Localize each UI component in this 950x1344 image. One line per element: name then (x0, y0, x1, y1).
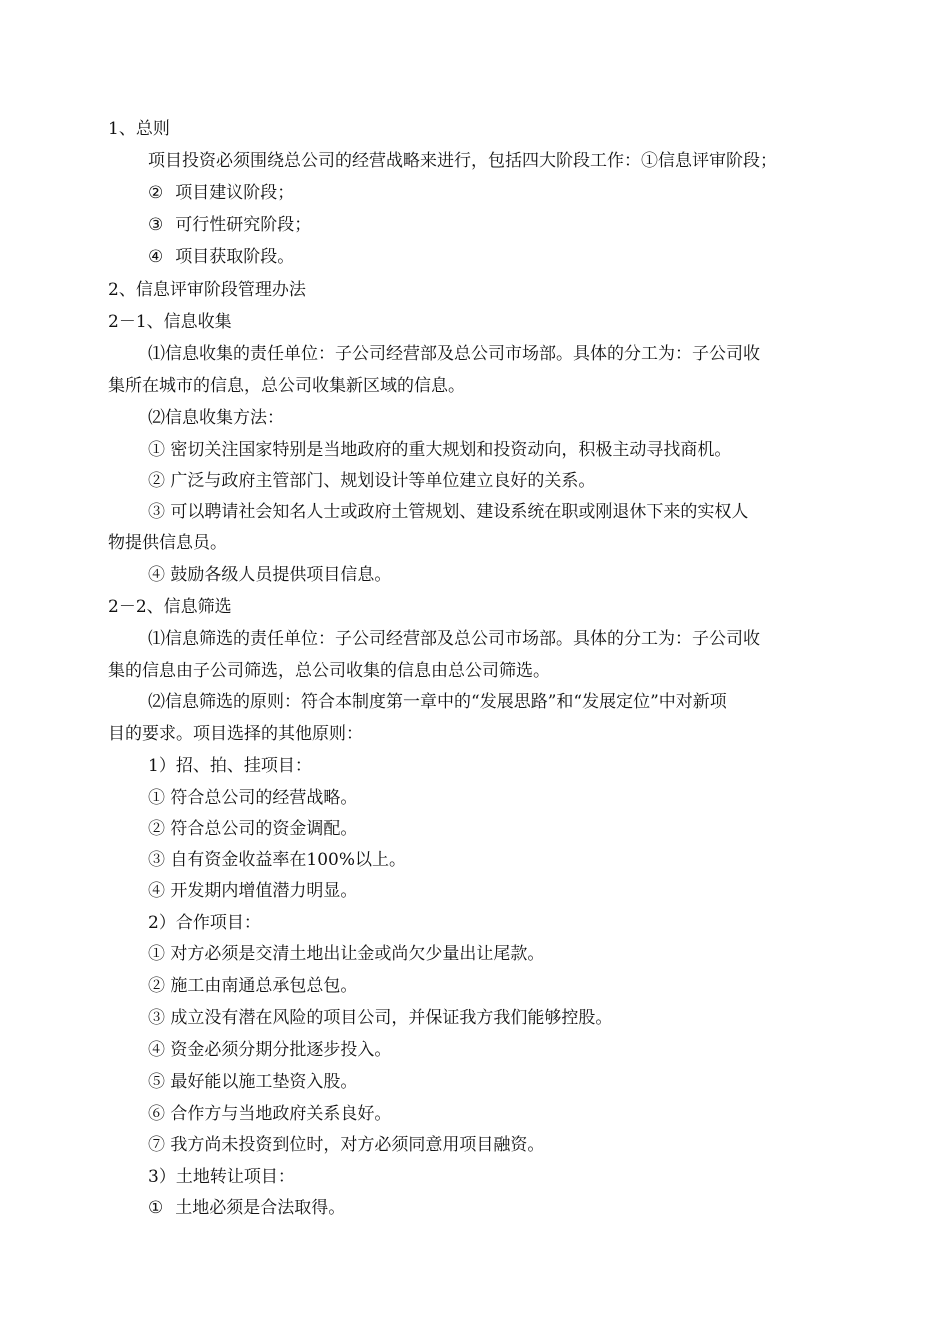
list-item: ② 广泛与政府主管部门、规划设计等单位建立良好的关系。 (148, 471, 596, 491)
paragraph-line: 集所在城市的信息，总公司收集新区域的信息。 (108, 376, 465, 396)
list-item-continuation: 物提供信息员。 (108, 533, 227, 553)
list-item (148, 1196, 345, 1220)
section-2-2-heading: 2－2、信息筛选 (108, 597, 232, 617)
list-item: ③ 成立没有潜在风险的项目公司，并保证我方我们能够控股。 (148, 1008, 613, 1028)
stage-number: ③ (148, 215, 164, 235)
stage-item (148, 245, 294, 269)
paragraph-line: ⑴信息筛选的责任单位：子公司经营部及总公司市场部。具体的分工为：子公司收 (148, 629, 760, 649)
subsection-title: 1）招、拍、挂项目： (148, 756, 312, 776)
list-number: ① (148, 1198, 164, 1218)
stage-text: 项目获取阶段。 (175, 247, 295, 267)
section-1-heading: 1、总则 (108, 119, 170, 139)
section-2-heading: 2、信息评审阶段管理办法 (108, 280, 306, 300)
list-item: ③ 自有资金收益率在100%以上。 (148, 850, 407, 870)
stage-item (148, 213, 311, 237)
list-item: ① 对方必须是交清土地出让金或尚欠少量出让尾款。 (148, 944, 545, 964)
stage-text: 项目建议阶段； (175, 183, 295, 203)
subsection-title: 2）合作项目： (148, 913, 261, 933)
section-1-intro: 项目投资必须围绕总公司的经营战略来进行，包括四大阶段工作：①信息评审阶段； (148, 151, 777, 171)
stage-number: ④ (148, 247, 164, 267)
list-item: ⑥ 合作方与当地政府关系良好。 (148, 1104, 392, 1124)
list-item: ③ 可以聘请社会知名人士或政府土管规划、建设系统在职或刚退休下来的实权人 (148, 502, 749, 522)
stage-item (148, 181, 294, 205)
list-item: ② 符合总公司的资金调配。 (148, 819, 358, 839)
stage-number: ② (148, 183, 164, 203)
list-item: ④ 资金必须分期分批逐步投入。 (148, 1040, 392, 1060)
paragraph-line: 目的要求。项目选择的其他原则： (108, 724, 363, 744)
stage-text: 可行性研究阶段； (175, 215, 312, 235)
section-2-1-heading: 2－1、信息收集 (108, 312, 232, 332)
paragraph-line: ⑴信息收集的责任单位：子公司经营部及总公司市场部。具体的分工为：子公司收 (148, 344, 760, 364)
list-item: ① 符合总公司的经营战略。 (148, 788, 358, 808)
subsection-title: 3）土地转让项目： (148, 1167, 295, 1187)
list-item: ② 施工由南通总承包总包。 (148, 976, 358, 996)
list-item: ① 密切关注国家特别是当地政府的重大规划和投资动向，积极主动寻找商机。 (148, 440, 732, 460)
list-item: ⑤ 最好能以施工垫资入股。 (148, 1072, 358, 1092)
list-item: ④ 开发期内增值潜力明显。 (148, 881, 358, 901)
paragraph-line: ⑵信息筛选的原则：符合本制度第一章中的“发展思路”和“发展定位”中对新项 (148, 692, 727, 712)
list-text: 土地必须是合法取得。 (175, 1198, 346, 1218)
paragraph-line: ⑵信息收集方法： (148, 408, 284, 428)
list-item: ⑦ 我方尚未投资到位时，对方必须同意用项目融资。 (148, 1135, 545, 1155)
list-item: ④ 鼓励各级人员提供项目信息。 (148, 565, 392, 585)
paragraph-line: 集的信息由子公司筛选，总公司收集的信息由总公司筛选。 (108, 661, 550, 681)
